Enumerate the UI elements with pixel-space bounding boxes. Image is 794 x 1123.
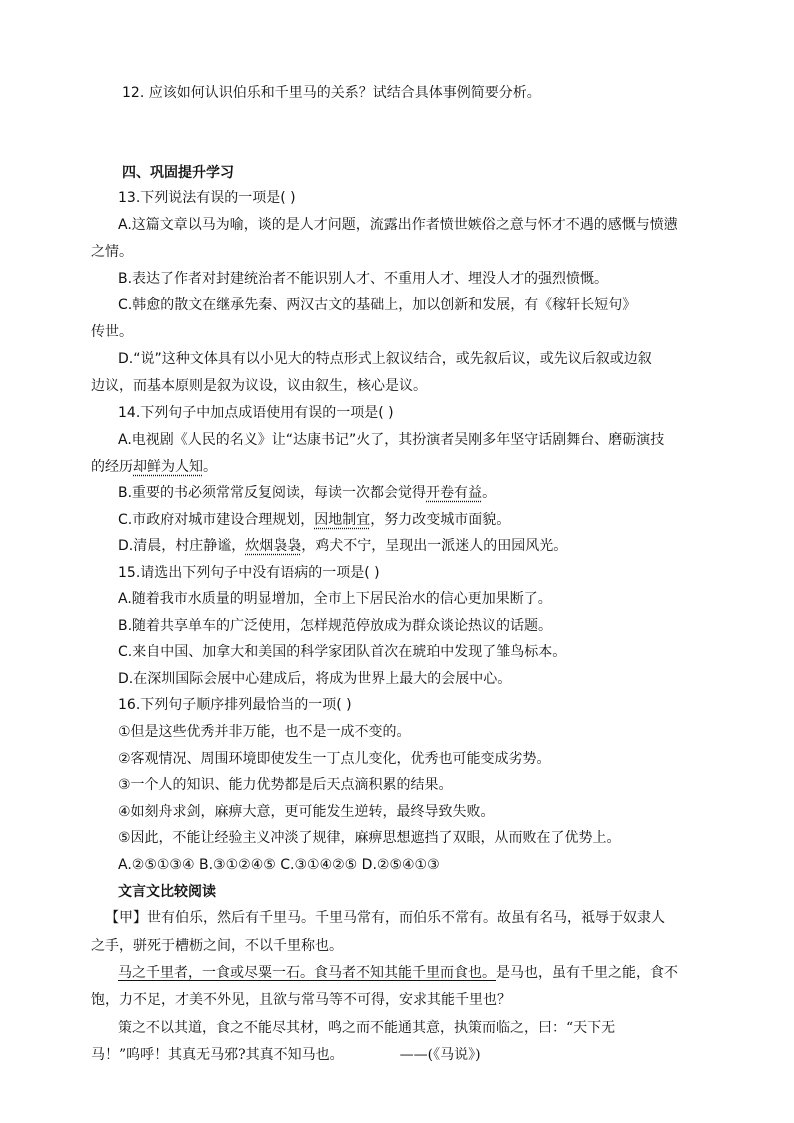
section-title: 四、巩固提升学习: [122, 165, 234, 181]
q16-options: A.②⑤①③④ B.③①②④⑤ C.③①④②⑤ D.②⑤④①③: [118, 857, 440, 873]
q14-b-end: 。: [482, 485, 497, 501]
q16-sentence-3: ③一个人的知识、能力优势都是后天点滴积累的结果。: [118, 777, 453, 793]
passage-jia-line2: 之手，骈死于槽枥之间，不以千里称也。: [91, 938, 343, 954]
q14-d-text: D.清晨，村庄静谧，: [118, 538, 246, 554]
q14-d-idiom: 炊烟袅袅: [245, 538, 302, 554]
q14-c-text: C.市政府对城市建设合理规划，: [118, 512, 315, 528]
q13-option-a-line1: A.这篇文章以马为喻，谈的是人才问题，流露出作者愤世嫉俗之意与怀才不遇的感慨与愤懑: [118, 217, 678, 233]
q16-sentence-1: ①但是这些优秀并非万能，也不是一成不变的。: [118, 724, 411, 740]
q13-option-d-line2: 边议，而基本原则是叙为议设，议由叙生，核心是议。: [91, 378, 427, 394]
question-15-stem: 15.请选出下列句子中没有语病的一项是( ): [118, 565, 380, 581]
q14-option-b: [118, 484, 496, 502]
q13-option-b: B.表达了作者对封建统治者不能识别人才、不重用人才、埋没人才的强烈愤慨。: [118, 271, 609, 287]
q14-option-a-line2: [91, 458, 217, 476]
passage-text: 是马也，虽有千里之能，食不: [496, 965, 678, 981]
q16-sentence-4: ④如刻舟求剑，麻痹大意，更可能发生逆转，最终导致失败。: [118, 804, 495, 820]
q14-c-end: ，努力改变城市面貌。: [370, 512, 511, 528]
question-12: 12. 应该如何认识伯乐和千里马的关系？试结合具体事例简要分析。: [122, 85, 541, 101]
passage-jia-line5: 策之不以其道，食之不能尽其材，鸣之而不能通其意，执策而临之，曰：“天下无: [118, 1020, 616, 1036]
question-13-stem: 13.下列说法有误的一项是( ): [118, 190, 296, 206]
q16-sentence-5: ⑤因此，不能让经验主义冲淡了规律，麻痹思想遮挡了双眼，从而败在了优势上。: [118, 830, 621, 846]
q14-b-idiom: 开卷有益: [426, 485, 483, 501]
q13-option-c-line1: C.韩愈的散文在继承先秦、两汉古文的基础上，加以创新和发展，有《稼轩长短句》: [118, 297, 637, 313]
question-16-stem: 16.下列句子顺序排列最恰当的一项( ): [118, 697, 352, 713]
underlined-sentence: 马之千里者，一食或尽粟一石。食马者不知其能千里而食也。: [118, 965, 496, 981]
q13-option-c-line2: 传世。: [91, 324, 133, 340]
passage-jia-line6: [91, 1046, 481, 1064]
question-14-stem: 14.下列句子中加点成语使用有误的一项是( ): [118, 405, 394, 421]
q14-option-c: [118, 511, 510, 529]
q14-option-a-line1: A.电视剧《人民的名义》让“达康书记”火了，其扮演者吴刚多年坚守话剧舞台、磨砺演技: [118, 432, 665, 448]
passage-jia-line3: [118, 964, 678, 982]
q14-b-text: B.重要的书必须常常反复阅读，每读一次都会觉得: [118, 485, 427, 501]
passage-source: ——(《马说》): [399, 1047, 481, 1063]
q15-option-b: B.随着共享单车的广泛使用，怎样规范停放成为群众谈论热议的话题。: [118, 618, 553, 634]
q15-option-d: D.在深圳国际会展中心建成后，将成为世界上最大的会展中心。: [118, 671, 512, 687]
q15-option-a: A.随着我市水质量的明显增加，全市上下居民治水的信心更加果断了。: [118, 591, 552, 607]
q14-a-end: 。: [203, 459, 217, 475]
q14-d-end: ，鸡犬不宁，呈现出一派迷人的田园风光。: [301, 538, 568, 554]
passage-jia-line4: 饱，力不足，才美不外见，且欲与常马等不可得，安求其能千里也？: [91, 992, 511, 1008]
q16-sentence-2: ②客观情况、周围环境即使发生一丁点儿变化，优秀也可能变成劣势。: [118, 751, 551, 767]
q14-c-idiom: 因地制宜: [314, 512, 371, 528]
passage-text-end: 马！”呜呼！其真无马邪?其真不知马也。: [91, 1047, 344, 1063]
q14-a-idiom: 却鲜为人知: [133, 459, 203, 475]
q15-option-c: C.来自中国、加拿大和美国的科学家团队首次在琥珀中发现了雏鸟标本。: [118, 644, 567, 660]
classical-reading-title: 文言文比较阅读: [118, 884, 216, 900]
q13-option-d-line1: D.“说”这种文体具有以小见大的特点形式上叙议结合，或先叙后议，或先议后叙或边叙: [118, 351, 652, 367]
q13-option-a-line2: 之情。: [91, 244, 133, 260]
passage-jia-line1: 【甲】世有伯乐，然后有千里马。千里马常有，而伯乐不常有。故虽有名马，祗辱于奴隶人: [105, 910, 665, 926]
q14-a-text: 的经历: [91, 459, 133, 475]
q14-option-d: [118, 537, 567, 555]
